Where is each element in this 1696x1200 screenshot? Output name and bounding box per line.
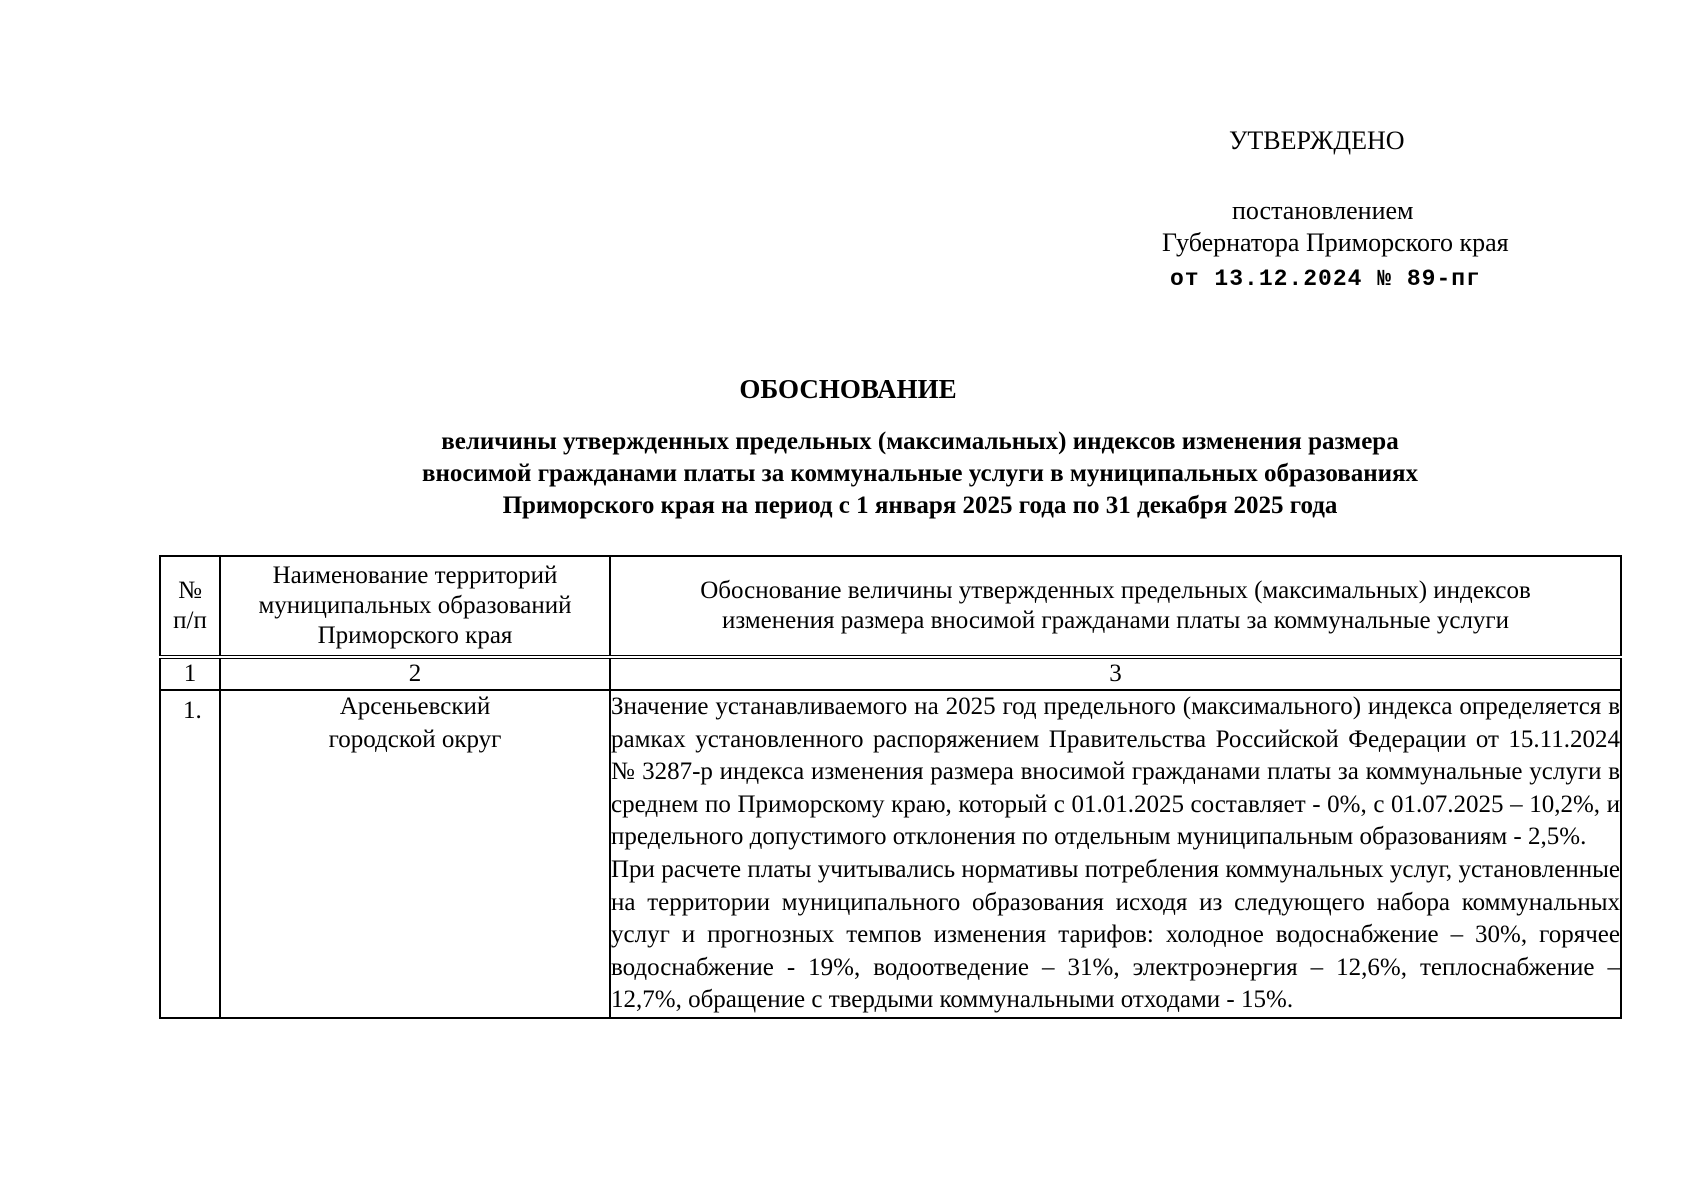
justification-text: [610, 690, 1621, 1018]
header-justification: Обоснование величины утвержденных предельных (максимальных) индексов изменения размера вносимой гражданами платы за коммунальные услуги: [610, 556, 1621, 657]
territory-name-text: Арсеньевский городской округ: [328, 693, 502, 753]
justification-paragraph: При расчете платы учитывались нормативы потребления коммунальных услуг, установленные на территории муниципального образования исходя из следующего набора коммунальных услуг и прогнозных темпов изменения тарифов: холодное водоснабжение – 30%, горячее водоснабжение - 19%, водоотведение – 31%, электроэнергия – 12,6%, теплоснабжение – 12,7%, обращение с твердыми коммунальными отходами - 15%.: [611, 855, 1620, 1014]
header-num: № п/п: [160, 556, 220, 657]
territory-name: [220, 690, 610, 1018]
column-number-row: [160, 657, 1621, 690]
header-territory: Наименование территорий муниципальных образований Приморского края: [220, 556, 610, 657]
justification-table: [159, 555, 1622, 1019]
decree-label: постановлением: [1232, 196, 1414, 225]
decree-number-stamp: от 13.12.2024 № 89-пг: [1170, 266, 1481, 292]
row-number: 1.: [183, 697, 202, 724]
document-subtitle: [260, 426, 1580, 522]
subtitle-line: вносимой гражданами платы за коммунальные услуги в муниципальных образованиях: [421, 460, 1419, 487]
subtitle-line: величины утвержденных предельных (максимальных) индексов изменения размера: [441, 428, 1399, 455]
column-number: 2: [220, 657, 610, 690]
column-number: 3: [610, 657, 1621, 690]
justification-paragraph: Значение устанавливаемого на 2025 год предельного (максимального) индекса определяется в рамках установленного распоряжением Правительства Российской Федерации от 15.11.2024 № 3287-р индекса изменения размера вносимой гражданами платы за коммунальные услуги в среднем по Приморскому краю, который с 01.01.2025 составляет - 0%, с 01.07.2025 – 10,2%, и предельного допустимого отклонения по отдельным муниципальным образованиям - 2,5%.: [611, 693, 1620, 851]
document-title: ОБОСНОВАНИЕ: [739, 374, 957, 404]
table-header-row: [160, 556, 1621, 657]
column-number: 1: [160, 657, 220, 690]
subtitle-line: Приморского края на период с 1 января 2025 года по 31 декабря 2025 года: [502, 492, 1338, 519]
governor-label: Губернатора Приморского края: [1162, 228, 1509, 257]
table-row: [160, 690, 1621, 1018]
approved-label: УТВЕРЖДЕНО: [1229, 126, 1405, 155]
row-number-cell: [160, 690, 220, 1018]
